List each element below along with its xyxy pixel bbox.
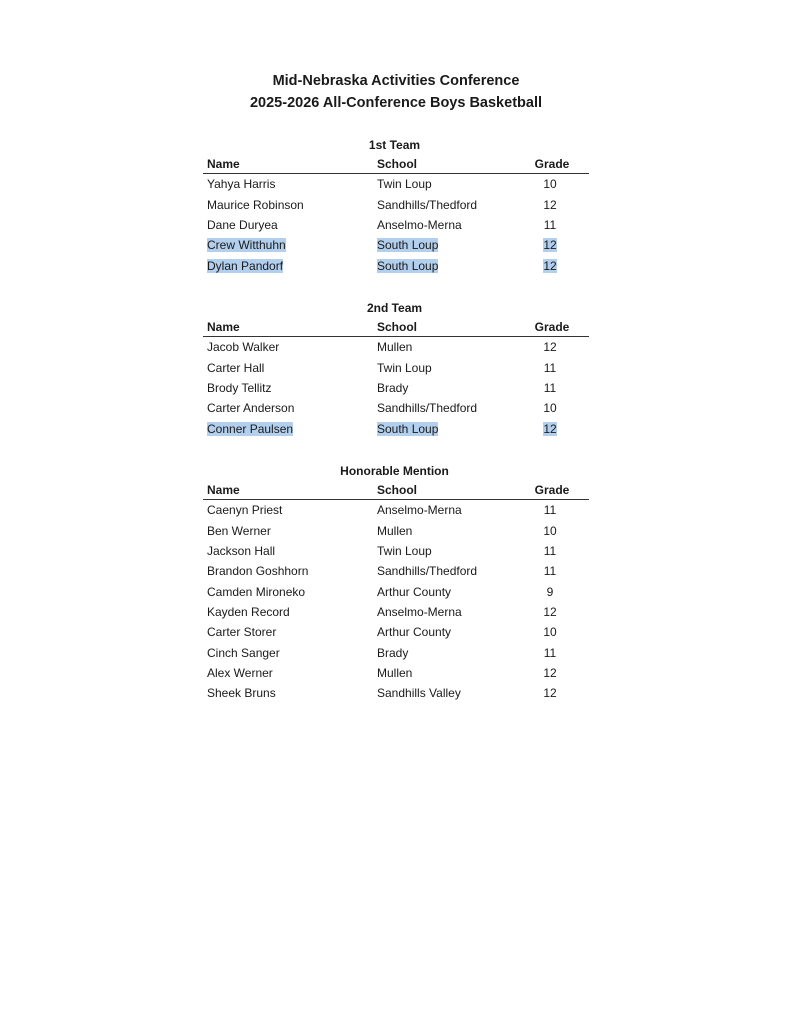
- player-school: South Loup: [377, 238, 439, 253]
- table-row: [203, 174, 589, 195]
- player-grade: 12: [543, 238, 557, 253]
- player-name: Ben Werner: [207, 523, 271, 538]
- section-honorable-mention: [203, 462, 589, 703]
- player-grade: 12: [543, 665, 557, 680]
- player-grade: 11: [543, 360, 557, 375]
- player-school: Sandhills/Thedford: [377, 197, 478, 212]
- table-header-row: [203, 480, 589, 500]
- player-name: Jacob Walker: [207, 340, 280, 355]
- player-grade: 10: [543, 523, 557, 538]
- player-school: Anselmo-Merna: [377, 604, 462, 619]
- player-grade: 9: [546, 584, 554, 599]
- player-school: Sandhills/Thedford: [377, 401, 478, 416]
- player-grade: 12: [543, 421, 557, 436]
- player-name: Sheek Bruns: [207, 686, 276, 701]
- player-school: Anselmo-Merna: [377, 217, 462, 232]
- player-school: South Loup: [377, 258, 439, 273]
- player-name: Kayden Record: [207, 604, 290, 619]
- player-school: Anselmo-Merna: [377, 503, 462, 518]
- player-name: Camden Mironeko: [207, 584, 306, 599]
- column-header-name: Name: [203, 154, 377, 174]
- document-header: [0, 70, 792, 114]
- table-header-row: [203, 154, 589, 174]
- player-school: Sandhills/Thedford: [377, 564, 478, 579]
- player-school: Arthur County: [377, 584, 452, 599]
- player-grade: 12: [543, 258, 557, 273]
- column-header-name: Name: [203, 480, 377, 500]
- table-row: [203, 378, 589, 398]
- conference-title: Mid-Nebraska Activities Conference: [272, 73, 520, 89]
- player-name: Jackson Hall: [207, 543, 276, 558]
- player-name: Brandon Goshhorn: [207, 564, 309, 579]
- section-title: 1st Team: [368, 138, 421, 152]
- player-grade: 11: [543, 503, 557, 518]
- player-name: Dylan Pandorf: [207, 258, 284, 273]
- table-row: [203, 602, 589, 622]
- table-row: [203, 663, 589, 683]
- player-grade: 12: [543, 604, 557, 619]
- player-name: Alex Werner: [207, 665, 273, 680]
- player-name: Cinch Sanger: [207, 645, 280, 660]
- player-name: Carter Storer: [207, 625, 277, 640]
- column-header-school: School: [377, 480, 515, 500]
- table-row: [203, 520, 589, 540]
- table-row: [203, 500, 589, 521]
- table-row: [203, 215, 589, 235]
- table-row: [203, 683, 589, 703]
- player-name: Crew Witthuhn: [207, 238, 286, 253]
- table-row: [203, 642, 589, 662]
- player-grade: 10: [543, 401, 557, 416]
- table-row: [203, 622, 589, 642]
- player-school: Mullen: [377, 665, 413, 680]
- player-school: Mullen: [377, 523, 413, 538]
- table-row: [203, 357, 589, 377]
- player-grade: 10: [543, 625, 557, 640]
- player-grade: 11: [543, 645, 557, 660]
- player-school: Twin Loup: [377, 360, 432, 375]
- table-row: [203, 235, 589, 255]
- column-header-grade: Grade: [515, 317, 589, 337]
- player-school: Brady: [377, 645, 409, 660]
- player-name: Carter Hall: [207, 360, 265, 375]
- player-grade: 11: [543, 217, 557, 232]
- player-grade: 10: [543, 177, 557, 192]
- section-title: Honorable Mention: [340, 464, 449, 478]
- player-grade: 12: [543, 686, 557, 701]
- player-school: Twin Loup: [377, 177, 432, 192]
- section-second-team: [203, 299, 589, 439]
- player-school: Twin Loup: [377, 543, 432, 558]
- roster-table: [203, 480, 589, 703]
- player-school: Mullen: [377, 340, 413, 355]
- roster-table: [203, 154, 589, 276]
- column-header-name: Name: [203, 317, 377, 337]
- player-school: Sandhills Valley: [377, 686, 461, 701]
- player-name: Dane Duryea: [207, 217, 278, 232]
- table-row: [203, 398, 589, 418]
- player-school: Brady: [377, 380, 409, 395]
- roster-table: [203, 317, 589, 439]
- player-grade: 12: [543, 340, 557, 355]
- table-row: [203, 581, 589, 601]
- player-school: Arthur County: [377, 625, 452, 640]
- table-row: [203, 194, 589, 214]
- table-row: [203, 418, 589, 438]
- player-school: South Loup: [377, 421, 439, 436]
- player-name: Maurice Robinson: [207, 197, 304, 212]
- player-name: Caenyn Priest: [207, 503, 283, 518]
- table-row: [203, 561, 589, 581]
- award-title: 2025-2026 All-Conference Boys Basketball: [249, 95, 542, 111]
- table-row: [203, 541, 589, 561]
- column-header-school: School: [377, 154, 515, 174]
- section-title: 2nd Team: [366, 301, 423, 315]
- player-grade: 11: [543, 543, 557, 558]
- player-grade: 12: [543, 197, 557, 212]
- table-header-row: [203, 317, 589, 337]
- column-header-grade: Grade: [515, 480, 589, 500]
- player-name: Carter Anderson: [207, 401, 295, 416]
- column-header-grade: Grade: [515, 154, 589, 174]
- player-name: Brody Tellitz: [207, 380, 272, 395]
- section-first-team: [203, 136, 589, 276]
- player-name: Conner Paulsen: [207, 421, 294, 436]
- table-row: [203, 337, 589, 358]
- player-name: Yahya Harris: [207, 177, 276, 192]
- table-row: [203, 255, 589, 275]
- player-grade: 11: [543, 380, 557, 395]
- column-header-school: School: [377, 317, 515, 337]
- player-grade: 11: [543, 564, 557, 579]
